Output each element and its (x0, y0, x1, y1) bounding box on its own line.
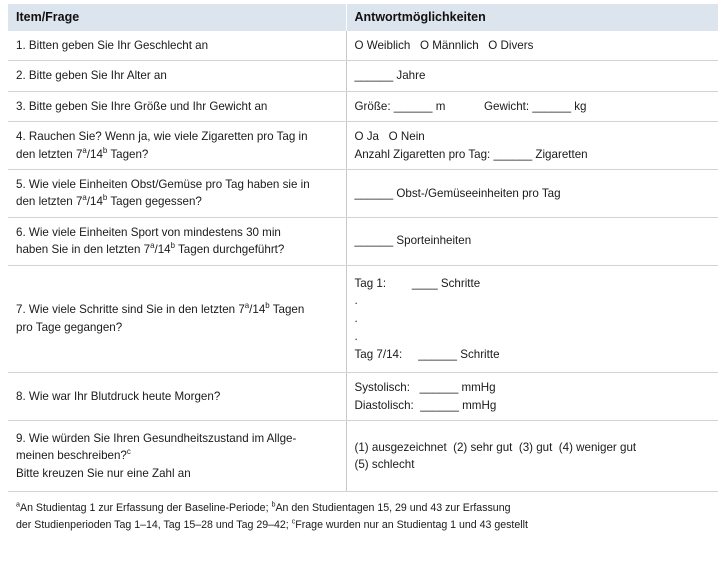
answer-cell-1 (346, 31, 718, 61)
table-footnote-row (8, 492, 718, 542)
question-line: 8. Wie war Ihr Blutdruck heute Morgen? (16, 389, 221, 403)
footnote-marker-b: b (265, 301, 270, 311)
footnote-marker-a: a (150, 241, 155, 251)
answer-line: Größe: ______ m Gewicht: ______ kg (354, 99, 587, 113)
table-row (8, 31, 718, 61)
question-cell-9 (8, 420, 346, 491)
answer-cell-8 (346, 373, 718, 421)
footnote-marker-a: a (244, 301, 250, 311)
footnote-marker-b: b (102, 145, 108, 155)
answer-line: Anzahl Zigaretten pro Tag: ______ Zigaretten (354, 147, 588, 161)
column-header-answer: Antwortmöglichkeiten (346, 4, 718, 31)
answer-line: (5) schlecht (354, 458, 415, 472)
question-cell-4 (8, 122, 346, 170)
question-line: 4. Rauchen Sie? Wenn ja, wie viele Zigaretten pro Tag in (16, 130, 308, 144)
question-cell-6 (8, 217, 346, 265)
table-row (8, 122, 718, 170)
question-line: pro Tage gegangen? (16, 320, 123, 334)
question-line-sup: haben Sie in den letzten 7$^a$/14$^b$ Tagen durchgeführt? (16, 241, 285, 257)
footnote-marker-b: b (271, 499, 276, 509)
footnote-marker-a: a (16, 499, 20, 509)
answer-line: O Ja O Nein (354, 130, 425, 144)
answer-line: ______ Obst-/Gemüseeinheiten pro Tag (354, 186, 561, 200)
question-line: 5. Wie viele Einheiten Obst/Gemüse pro Tag haben sie in (16, 177, 310, 191)
answer-line-systolic: Systolisch: ______ mmHg (354, 381, 496, 395)
question-line-sup: den letzten 7$^a$/14$^b$ Tagen? (16, 145, 149, 161)
answer-cell-4 (346, 122, 718, 170)
question-cell-7 (8, 265, 346, 373)
question-cell-3 (8, 91, 346, 121)
answer-line-day1: Tag 1: ____ Schritte (354, 276, 481, 290)
question-cell-2 (8, 61, 346, 91)
answer-cell-5 (346, 169, 718, 217)
question-line: 1. Bitten geben Sie Ihr Geschlecht an (16, 39, 209, 52)
column-header-item: Item/Frage (8, 4, 346, 31)
answer-line: ______ Sporteinheiten (354, 234, 472, 248)
footnote-marker-a: a (82, 193, 87, 203)
question-cell-8 (8, 373, 346, 421)
question-line: 3. Bitte geben Sie Ihre Größe und Ihr Gewicht an (16, 99, 268, 113)
questionnaire-table (8, 4, 718, 542)
answer-cell-7 (346, 265, 718, 373)
question-cell-1 (8, 31, 346, 61)
table-row (8, 217, 718, 265)
question-line: 6. Wie viele Einheiten Sport von mindestens 30 min (16, 225, 281, 239)
footnote-marker-b: b (102, 193, 108, 203)
question-line-sup: den letzten 7$^a$/14$^b$ Tagen gegessen? (16, 193, 202, 209)
answer-line: (1) ausgezeichnet (2) sehr gut (3) gut (4) weniger gut (354, 440, 637, 454)
ellipsis-dot: . (354, 311, 358, 325)
footnote-marker-a: a (82, 145, 87, 155)
footnote-marker-c: c (126, 447, 131, 457)
ellipsis-dot: . (354, 329, 358, 343)
footnote-line-2: der Studienperioden Tag 1–14, Tag 15–28 und Tag 29–42; $^c$Frage wurden nur an Studientag 1 und 43 gestellt (16, 516, 528, 531)
question-line-sup: 7. Wie viele Schritte sind Sie in den letzten 7$^a$/14$^b$ Tagen (16, 301, 305, 317)
question-line-sup: meinen beschreiben?$^c$ (16, 447, 131, 463)
answer-line-diastolic: Diastolisch: ______ mmHg (354, 398, 497, 412)
ellipsis-dot: . (354, 293, 358, 307)
table-row (8, 420, 718, 491)
footnote-line-1: $^a$An Studientag 1 zur Erfassung der Baseline-Periode; $^b$An den Studientagen 15, 29 und 43 zur Erfassung (16, 499, 511, 515)
table-row (8, 373, 718, 421)
footnote-marker-b: b (170, 241, 175, 251)
table-row (8, 91, 718, 121)
table-row (8, 61, 718, 91)
answer-cell-3 (346, 91, 718, 121)
answer-line-daylast: Tag 7/14: ______ Schritte (354, 347, 500, 361)
table-row (8, 265, 718, 373)
table-header-row (8, 4, 718, 31)
question-line-instruction: Bitte kreuzen Sie nur eine Zahl an (16, 466, 191, 480)
answer-cell-2 (346, 61, 718, 91)
table-row (8, 169, 718, 217)
answer-cell-6 (346, 217, 718, 265)
answer-line: O Weiblich O Männlich O Divers (354, 39, 534, 52)
footnote-cell (8, 492, 718, 542)
answer-cell-9 (346, 420, 718, 491)
footnote-marker-c: c (291, 516, 296, 526)
question-cell-5 (8, 169, 346, 217)
question-line: 2. Bitte geben Sie Ihr Alter an (16, 69, 167, 83)
question-line: 9. Wie würden Sie Ihren Gesundheitszustand im Allge- (16, 431, 297, 445)
answer-line: ______ Jahre (354, 69, 426, 83)
